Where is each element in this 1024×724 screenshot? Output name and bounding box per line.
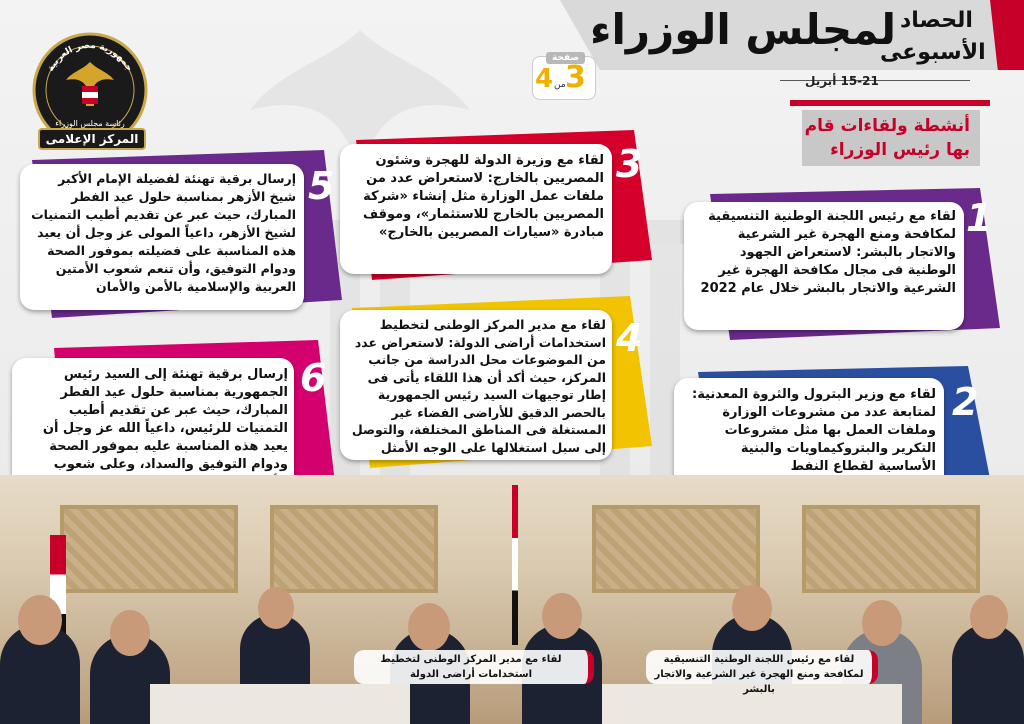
- photo-right-caption: لقاء مع رئيس اللجنة الوطنية التنسيقية لمكافحة ومنع الهجرة غير الشرعية والاتجار بالبشر: [646, 650, 878, 684]
- person-head: [542, 593, 582, 639]
- subtitle-harvest: الحصاد: [900, 8, 973, 33]
- photo-meeting-left: [0, 475, 512, 724]
- person-head: [18, 595, 62, 645]
- person-head: [258, 587, 294, 629]
- card-5-number: 5: [308, 164, 335, 208]
- page-label: صفحة: [546, 52, 585, 64]
- photo-left-caption: لقاء مع مدير المركز الوطنى لتخطيط استخدامات أراضى الدولة: [354, 650, 594, 684]
- page-title: لمجلس الوزراء: [590, 5, 897, 54]
- card-6-text: إرسال برقية تهنئة إلى السيد رئيس الجمهورية بمناسبة حلول عيد الفطر المبارك، حيث عبر عن تقديم أطيب التمنيات للرئيس، داعياً الله عز وجل أن يعيد هذه المناسبة عليه بموفور الصحة ودوام التوفيق والسداد، وعلى شعوب: [42, 367, 288, 472]
- card-1-number: 1: [966, 196, 993, 240]
- wall-panel: [60, 505, 238, 593]
- card-5-text: إرسال برقية تهنئة لفضيلة الإمام الأكبر شيخ الأزهر بمناسبة حلول عيد الفطر المبارك، حيث عبر عن تقديم أطيب التمنيات لشيخ الأزهر، داعياً المولى عز وجل أن يعيد هذه المناسبة على فضيلته بموفور الصحة ودوام التوفيق، وأن تنعم شعوب الأمتين العربية والإسلامية بالأمن والأمان: [31, 171, 296, 294]
- card-6-number: 6: [300, 356, 327, 400]
- card-1: [670, 188, 1000, 343]
- wall-panel: [592, 505, 760, 593]
- card-4-text: لقاء مع مدير المركز الوطنى لتخطيط استخدامات أراضى الدولة: لاستعراض عدد من الموضوعات محل الدراسة من جانب المركز، حيث أكد أن هذا اللقاء يأتى فى إطار توجيهات السيد رئيس الجمهورية بالحصر الدقيق للأراضى الفضاء غير المستغلة فى المناطق المختلفة، والتوصل إلى سبل استغلالها على الوجه الأمثل: [351, 317, 606, 455]
- person-head: [408, 603, 450, 651]
- media-center-label: المركز الإعلامى: [38, 128, 146, 150]
- person-head: [732, 585, 772, 631]
- person-head: [970, 595, 1008, 639]
- wall-panel: [270, 505, 438, 593]
- date-range: 15-21 أبريل: [805, 74, 879, 88]
- card-1-text: لقاء مع رئيس اللجنة الوطنية التنسيقية لمكافحة ومنع الهجرة غير الشرعية والاتجار بالبشر: لاستعراض الجهود الوطنية فى مجال مكافحة الهجرة غير الشرعية والاتجار بالبشر خلال عام 2022: [700, 209, 956, 296]
- section-title: أنشطة ولقاءات قام بها رئيس الوزراء: [804, 116, 970, 160]
- conference-table: [150, 684, 410, 724]
- card-2-number: 2: [952, 380, 979, 424]
- card-2-text: لقاء مع وزير البترول والثروة المعدنية: لمتابعة عدد من مشروعات الوزارة وملفات العمل بها مثل مشروعات التكرير والبتروكيماويات والبنية الأساسية لقطاع النفط: [692, 387, 936, 474]
- card-3-text: لقاء مع وزيرة الدولة للهجرة وشئون المصريين بالخارج: لاستعراض عدد من ملفات عمل الوزارة مثل إنشاء «شركة المصريين بالخارج للاستثمار»، وموقف مبادرة «سيارات المصريين بالخارج»: [362, 153, 604, 240]
- card-3-number: 3: [616, 142, 643, 186]
- card-4-number: 4: [616, 316, 643, 360]
- page-total: 4: [535, 64, 554, 94]
- flag-icon: [512, 485, 518, 645]
- person-head: [110, 610, 150, 656]
- person: [952, 624, 1024, 724]
- section-header: [790, 100, 990, 170]
- card-4: [334, 296, 652, 468]
- person-head: [862, 600, 902, 646]
- page-current: 3: [565, 60, 586, 95]
- subtitle-weekly: الأسبوعى: [880, 40, 986, 65]
- svg-text:رئاسة مجلس الوزراء: رئاسة مجلس الوزراء: [55, 119, 125, 128]
- wall-panel: [802, 505, 980, 593]
- svg-text:جمهورية مصر العربية: جمهورية مصر العربية: [45, 40, 135, 74]
- card-3: [334, 130, 652, 280]
- section-header-bar: [790, 100, 990, 106]
- page-of: من: [554, 80, 566, 90]
- card-5: [12, 150, 342, 318]
